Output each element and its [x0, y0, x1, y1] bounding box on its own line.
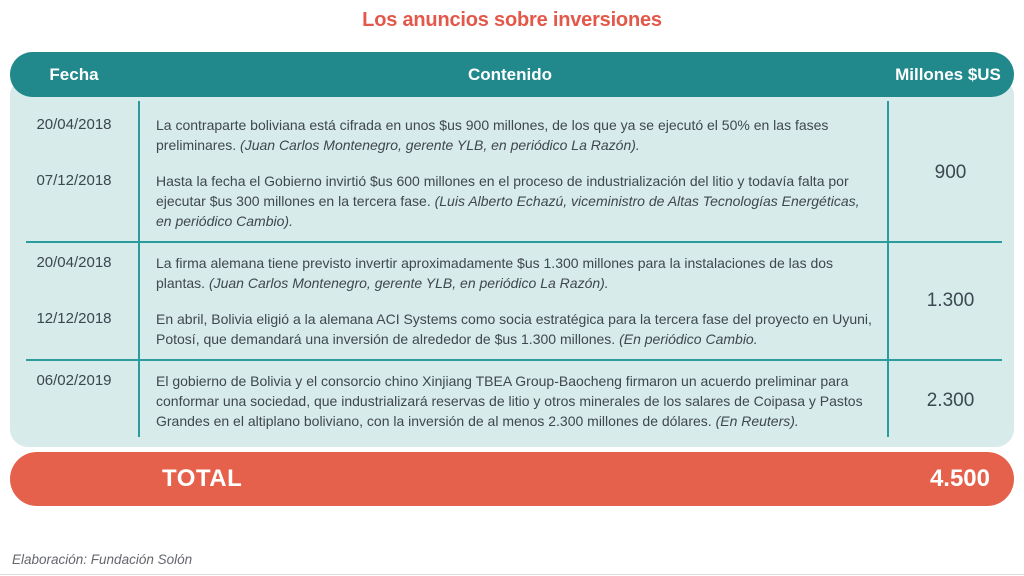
content-text: Hasta la fecha el Gobierno invirtió $us 600 millones en el proceso de industrialización del litio y todavía falta por ejecutar $us 300 millones en la tercera fase. — [156, 173, 849, 209]
content-source: (En Reuters). — [715, 413, 799, 429]
content-source: (Juan Carlos Montenegro, gerente YLB, en periódico La Razón). — [240, 137, 640, 153]
amount-cell: 1.300 — [926, 290, 975, 311]
row-entry — [10, 253, 887, 293]
content-source: (Juan Carlos Montenegro, gerente YLB, en periódico La Razón). — [208, 275, 609, 291]
column-header-fecha: Fecha — [49, 64, 99, 84]
table-row — [10, 361, 1014, 441]
date-cell: 07/12/2018 — [36, 172, 112, 189]
source-attribution: Elaboración: Fundación Solón — [12, 552, 193, 567]
page-title: Los anuncios sobre inversiones — [362, 9, 662, 31]
total-value: 4.500 — [929, 465, 990, 492]
date-cell: 06/02/2019 — [36, 372, 112, 389]
total-label: TOTAL — [162, 465, 243, 492]
date-cell: 20/04/2018 — [36, 116, 112, 133]
bottom-divider — [0, 574, 1024, 575]
content-cell — [138, 309, 887, 349]
content-cell — [138, 371, 887, 431]
total-row — [10, 452, 1014, 506]
content-cell — [138, 171, 887, 231]
content-text: El gobierno de Bolivia y el consorcio chino Xinjiang TBEA Group-Baocheng firmaron un acuerdo preliminar para conformar una sociedad, que industrializará reservas de litio y otros minerales de los salares de Coipasa y Pastos Grandes en el altiplano boliviano, con la inversión de al menos 2.300 millones de dólares. — [156, 373, 863, 429]
column-header-millones: Millones $US — [895, 64, 1001, 84]
amount-cell: 2.300 — [926, 390, 975, 411]
date-cell: 12/12/2018 — [36, 310, 112, 327]
table-body — [10, 81, 1014, 447]
amount-cell: 900 — [934, 162, 967, 183]
table-row — [10, 243, 1014, 359]
content-text: En abril, Bolivia eligió a la alemana ACI Systems como socia estratégica para la tercera fase del proyecto en Uyuni, Potosí, que demandará una inversión de alrededor de $us 1.300 millones. — [156, 311, 872, 347]
row-entry — [10, 171, 887, 231]
row-entry — [10, 115, 887, 155]
content-cell — [138, 253, 887, 293]
investments-table — [10, 52, 1014, 506]
row-entry — [10, 371, 887, 431]
date-cell: 20/04/2018 — [36, 254, 112, 271]
content-source: (En periódico Cambio. — [619, 331, 758, 347]
row-entry — [10, 309, 887, 349]
content-text: La firma alemana tiene previsto invertir aproximadamente $us 1.300 millones para la instalaciones de las dos plantas. — [156, 255, 834, 291]
table-row — [10, 105, 1014, 241]
content-text: La contraparte boliviana está cifrada en unos $us 900 millones, de los que ya se ejecutó el 50% en las fases preliminares. — [156, 117, 829, 153]
content-cell — [138, 115, 887, 155]
column-header-contenido: Contenido — [467, 64, 553, 84]
table-header-row — [10, 52, 1014, 97]
content-source: (Luis Alberto Echazú, viceministro de Altas Tecnologías Energéticas, en periódico Cambio). — [156, 193, 860, 229]
